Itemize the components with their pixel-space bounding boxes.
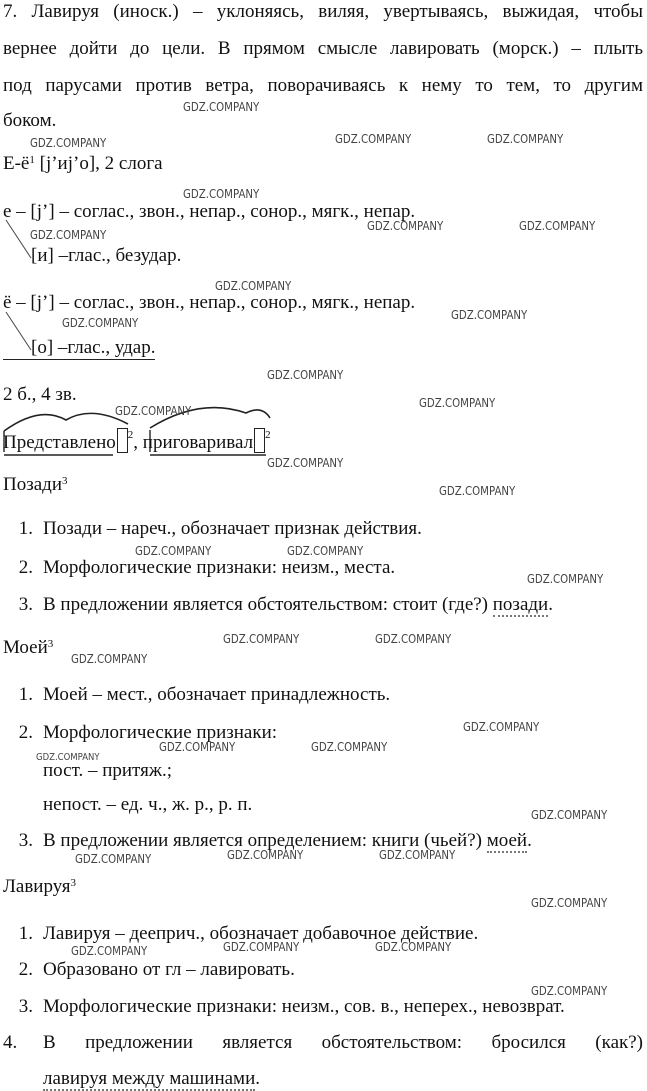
phonetic-e-sub: [и] –глас., безудар. [31,245,182,266]
watermark: GDZ.COMPANY [367,219,444,233]
watermark: GDZ.COMPANY [335,132,412,146]
watermark: GDZ.COMPANY [287,544,364,558]
watermark: GDZ.COMPANY [451,308,528,322]
watermark: GDZ.COMPANY [227,848,304,862]
watermark: GDZ.COMPANY [463,720,540,734]
watermark: GDZ.COMPANY [311,740,388,754]
watermark: GDZ.COMPANY [30,228,107,242]
phonetic-summary: 2 б., 4 зв. [3,384,77,405]
ending-box-2 [254,428,265,453]
watermark: GDZ.COMPANY [62,316,139,330]
watermark: GDZ.COMPANY [531,808,608,822]
phonetic-yo-line: ё – [j’] – соглас., звон., непар., сонор., мягк., непар. [3,292,416,313]
watermark: GDZ.COMPANY [487,132,564,146]
list-item: 1. Лавируя – дееприч., обозначает добавочное действие. [18,923,479,944]
watermark: GDZ.COMPANY [183,187,260,201]
phonetic-yo-sub: [о] –глас., удар. [3,337,155,360]
list-item: 1. Моей – мест., обозначает принадлежность. [18,684,391,705]
watermark: GDZ.COMPANY [115,404,192,418]
watermark: GDZ.COMPANY [71,944,148,958]
watermark: GDZ.COMPANY [379,848,456,862]
intro-line-1: 7. Лавируя (иноск.) – уклоняясь, виляя, увертываясь, выжидая, чтобы [3,1,643,22]
list-item: непост. – ед. ч., ж. р., р. п. [43,794,253,815]
section-title-moey: Моей$^3$ [3,637,54,658]
intro-line-3: под парусами против ветра, поворачиваясь к нему то тем, то другим [3,75,643,96]
morphemic-line: Представлено $^2$, приговаривал $^2$ [3,429,271,453]
phonetic-e-line: е – [j’] – соглас., звон., непар., сонор., мягк., непар. [3,201,416,222]
watermark: GDZ.COMPANY [75,852,152,866]
watermark: GDZ.COMPANY [531,896,608,910]
watermark: GDZ.COMPANY [135,544,212,558]
watermark: GDZ.COMPANY [519,219,596,233]
watermark: GDZ.COMPANY [223,632,300,646]
watermark: GDZ.COMPANY [527,572,604,586]
list-item: 1. Позади – нареч., обозначает признак действия. [18,518,422,539]
e-connector-line [6,220,31,258]
list-item: 2. Морфологические признаки: [18,722,278,743]
list-item: 2. Образовано от гл – лавировать. [18,959,295,980]
list-item: лавируя между машинами. [43,1068,260,1089]
ending-box-1 [117,428,128,453]
section-title-pozadi: Позади$^3$ [3,474,68,495]
phonetic-heading: $Е-ё^1$ [j’иj’о], 2 слога [3,153,163,174]
watermark: GDZ.COMPANY [375,632,452,646]
list-item: 3. В предложении является обстоятельством: стоит (где?) позади. [18,594,553,615]
watermark: GDZ.COMPANY [36,752,100,763]
watermark: GDZ.COMPANY [267,368,344,382]
morphemic-word-1: Представлено [3,432,116,453]
watermark: GDZ.COMPANY [183,100,260,114]
watermark: GDZ.COMPANY [267,456,344,470]
list-item: пост. – притяж.; [43,760,172,781]
watermark: GDZ.COMPANY [215,279,292,293]
watermark: GDZ.COMPANY [223,940,300,954]
section-title-laviruya: Лавируя$^3$ [3,876,76,897]
watermark: GDZ.COMPANY [159,740,236,754]
list-item: 3. Морфологические признаки: неизм., сов. в., неперех., невозврат. [18,996,565,1017]
watermark: GDZ.COMPANY [375,940,452,954]
list-item: 3. В предложении является определением: книги (чьей?) моей. [18,830,532,851]
morphemic-word-2: приговаривал [142,432,254,453]
list-item: 4. В предложении является обстоятельством: бросился (как?) [3,1032,643,1053]
list-item: 2. Морфологические признаки: неизм., места. [18,557,396,578]
intro-line-4: боком. [3,110,57,131]
intro-line-2: вернее дойти до цели. В прямом смысле лавировать (морск.) – плыть [3,38,643,59]
watermark: GDZ.COMPANY [531,984,608,998]
watermark: GDZ.COMPANY [419,396,496,410]
watermark: GDZ.COMPANY [71,652,148,666]
watermark: GDZ.COMPANY [439,484,516,498]
watermark: GDZ.COMPANY [30,136,107,150]
